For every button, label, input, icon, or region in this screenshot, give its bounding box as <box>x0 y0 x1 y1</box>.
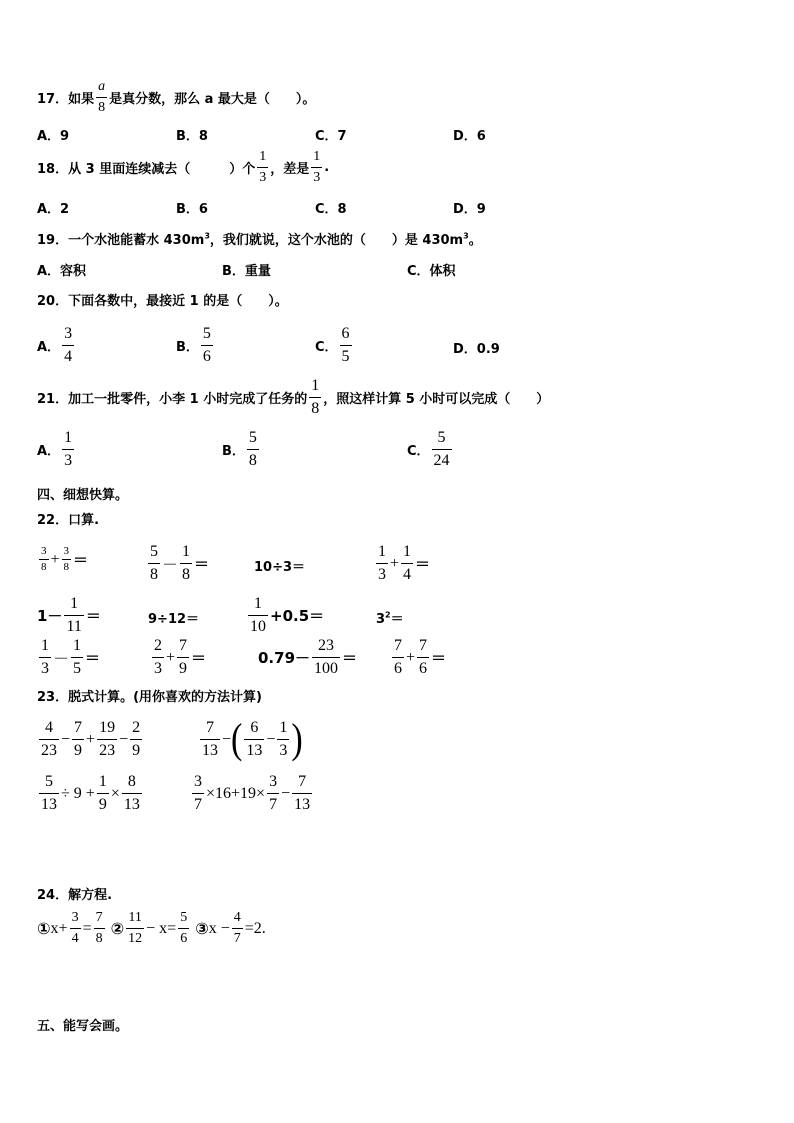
q21-num: 1 <box>311 377 320 394</box>
q22-r2a-pre: 1－ <box>37 607 63 625</box>
q19-sup-2: 3 <box>463 231 469 241</box>
q23-e4-frac3 <box>292 774 312 813</box>
q24-e1-lhs: x+ <box>50 919 68 937</box>
q20-option-b <box>176 326 215 365</box>
q22-r3c-eq: ＝ <box>342 649 358 667</box>
q23-e2-f2n: 6 <box>250 719 259 736</box>
q22-r1a-f2n: 3 <box>63 545 70 557</box>
question-23: 23．脱式计算。(用你喜欢的方法计算) <box>37 690 262 705</box>
q24-e2-frac1 <box>126 911 144 946</box>
q22-r3d-frac1 <box>392 638 404 677</box>
q20-b-den: 6 <box>202 348 211 365</box>
q23-expr-2 <box>198 715 303 762</box>
q20-c-letter: C． <box>315 340 338 355</box>
q23-e3-f1n: 5 <box>45 773 53 790</box>
q23-e2-left-paren: ( <box>231 715 243 762</box>
q23-e4-f3d: 13 <box>294 796 311 813</box>
q22-r3d-f1d: 6 <box>394 660 402 677</box>
q22-r3a-frac2 <box>71 638 83 677</box>
q24-e1-frac2 <box>94 911 105 946</box>
q17-option-a: A．9 <box>37 129 70 144</box>
q23-e3-f1d: 13 <box>41 796 57 813</box>
q20-c-fraction <box>340 326 352 365</box>
q22-r2-b: 9÷12＝ <box>148 612 200 627</box>
q21-a-fraction <box>62 430 74 469</box>
q24-e1-f1n: 3 <box>71 910 79 925</box>
q24-equations <box>37 911 266 946</box>
q22-r2c-num: 1 <box>254 595 262 612</box>
q19-option-c: C．体积 <box>407 264 456 279</box>
q21-a-letter: A． <box>37 444 61 459</box>
q23-e2-f3d: 3 <box>279 742 288 759</box>
q23-e1-f4d: 9 <box>132 742 141 759</box>
q21-text-b: ，照这样计算 5 小时可以完成（ ） <box>323 392 550 407</box>
q20-a-num: 3 <box>64 325 73 342</box>
q22-r3b-frac2 <box>177 638 189 677</box>
q22-r3d-frac2 <box>417 638 429 677</box>
q23-e1-f1n: 4 <box>45 719 53 736</box>
q22-r1d-eq: ＝ <box>415 555 431 573</box>
q23-expr-1 <box>37 720 144 759</box>
q24-e1-f2d: 8 <box>95 931 103 946</box>
q20-b-fraction <box>201 326 213 365</box>
section-4-heading: 四、细想快算。 <box>37 488 129 503</box>
q22-r3c-den: 100 <box>314 660 339 677</box>
q24-e2-f2n: 5 <box>180 910 188 925</box>
q24-circled-2: ② <box>110 919 125 938</box>
q21-fraction <box>309 378 321 417</box>
q22-r2a-num: 1 <box>70 595 79 612</box>
q22-r3a-f1d: 3 <box>41 660 49 677</box>
q23-e1-f3n: 19 <box>99 719 116 736</box>
question-20: 20．下面各数中，最接近 1 的是（ ）。 <box>37 294 288 309</box>
q22-r1-b <box>146 544 209 583</box>
q21-text-a: 21．加工一批零件，小李 1 小时完成了任务的 <box>37 392 308 407</box>
q22-r3d-f2d: 6 <box>419 660 428 677</box>
q24-e2-f1d: 12 <box>128 931 143 946</box>
q23-e1-op1: − <box>61 730 71 748</box>
q20-a-letter: A． <box>37 340 61 355</box>
q23-e2-f1d: 13 <box>202 742 218 759</box>
q23-e2-frac1 <box>200 720 220 759</box>
q22-r1a-op: + <box>50 550 60 568</box>
q21-b-den: 8 <box>248 452 257 469</box>
q22-r3b-op: + <box>166 648 176 666</box>
q22-r1b-eq: ＝ <box>194 555 210 573</box>
q22-r2a-frac <box>64 596 83 635</box>
q22-r3a-f2n: 1 <box>73 637 82 654</box>
q23-e1-frac1 <box>39 720 59 759</box>
q17-rest: 是真分数，那么 a 最大是（ ）。 <box>109 92 316 107</box>
q23-e3-frac2 <box>97 774 109 813</box>
q23-expr-4 <box>190 774 314 813</box>
q18-option-d: D．9 <box>453 202 486 217</box>
q22-r3b-f2d: 9 <box>179 660 188 677</box>
q20-a-fraction <box>62 326 74 365</box>
q19-text-b: ，我们就说，这个水池的（ ）是 430m <box>209 233 464 248</box>
q22-r3c-pre: 0.79－ <box>258 649 311 667</box>
q23-e3-f2d: 9 <box>98 796 107 813</box>
q22-r1d-frac1 <box>376 544 388 583</box>
q23-e3-f3n: 8 <box>127 773 136 790</box>
q22-r2-d <box>376 608 404 627</box>
q24-e3-frac <box>232 911 243 946</box>
q17-label: 17．如果 <box>37 92 95 107</box>
q21-option-a <box>37 430 76 469</box>
q24-e2-frac2 <box>178 911 189 946</box>
q23-e1-frac2 <box>72 720 84 759</box>
q21-option-b <box>222 430 261 469</box>
q19-text-c: 。 <box>468 233 482 248</box>
q22-r1b-f1d: 8 <box>150 566 158 583</box>
q22-r1d-f2n: 1 <box>403 543 412 560</box>
q19-option-a: A．容积 <box>37 264 87 279</box>
q23-e3-frac1 <box>39 774 59 813</box>
q18-f2-num: 1 <box>313 149 321 164</box>
q17-frac-num: a <box>98 79 106 94</box>
q21-b-fraction <box>247 430 259 469</box>
q17-option-b: B．8 <box>176 129 208 144</box>
q21-a-den: 3 <box>64 452 73 469</box>
q22-r3d-f2n: 7 <box>419 637 428 654</box>
q22-r2-a <box>37 596 101 635</box>
q24-circled-3: ③ <box>195 919 209 938</box>
q23-e2-f1n: 7 <box>206 719 214 736</box>
q23-e3-f2n: 1 <box>98 773 107 790</box>
q23-e4-op: − <box>281 784 291 802</box>
question-18 <box>37 150 329 185</box>
q22-r3a-f1n: 1 <box>41 637 49 654</box>
q22-r2-c <box>246 596 324 635</box>
q23-e2-op1: − <box>222 730 232 748</box>
q22-r1b-f1n: 5 <box>150 543 158 560</box>
q20-c-den: 5 <box>341 348 350 365</box>
q20-b-letter: B． <box>176 340 199 355</box>
q18-f2-den: 3 <box>313 170 321 185</box>
q21-c-fraction <box>432 430 452 469</box>
q19-sup-1: 3 <box>204 231 210 241</box>
q22-r3-a <box>37 638 100 677</box>
q22-r1b-f2d: 8 <box>182 566 191 583</box>
q24-circled-1: ① <box>37 919 51 938</box>
q22-r1a-frac1 <box>39 546 49 573</box>
q23-e1-f2n: 7 <box>74 719 83 736</box>
q22-r1d-f2d: 4 <box>403 566 412 583</box>
q23-e4-f3n: 7 <box>298 773 307 790</box>
q24-e1-eq: = <box>82 919 92 937</box>
q23-e4-f1d: 7 <box>194 796 202 813</box>
q22-r2c-post: +0.5＝ <box>270 607 325 625</box>
q23-e4-frac2 <box>267 774 279 813</box>
q22-r3a-frac1 <box>39 638 51 677</box>
q20-a-den: 4 <box>64 348 73 365</box>
q24-e3-lhs: x − <box>208 919 230 937</box>
q23-e2-f2d: 13 <box>246 742 263 759</box>
q20-c-num: 6 <box>341 325 350 342</box>
q24-e1-f2n: 7 <box>95 910 103 925</box>
q24-e1-f1d: 4 <box>71 931 79 946</box>
q23-e1-f4n: 2 <box>132 719 141 736</box>
q22-r3b-f1n: 2 <box>154 637 162 654</box>
q18-label: 18．从 3 里面连续减去（ ）个 <box>37 162 256 177</box>
question-21 <box>37 378 549 417</box>
q23-e4-f1n: 3 <box>194 773 202 790</box>
q22-r1b-f2n: 1 <box>182 543 191 560</box>
q22-r1-c: 10÷3＝ <box>254 560 306 575</box>
q24-e2-f1n: 11 <box>128 910 142 925</box>
q22-r3a-eq: ＝ <box>85 649 101 667</box>
q22-r1a-f1d: 8 <box>41 561 47 573</box>
q22-r3d-op: + <box>406 648 416 666</box>
q23-e2-op2: − <box>266 730 276 748</box>
q24-e2-f2d: 6 <box>180 931 188 946</box>
q23-e1-f2d: 9 <box>74 742 83 759</box>
q23-e1-f3d: 23 <box>99 742 116 759</box>
q22-r1d-f1n: 1 <box>378 543 386 560</box>
question-24: 24．解方程. <box>37 888 113 903</box>
q18-f1-den: 3 <box>259 170 267 185</box>
q23-e3-frac3 <box>122 774 142 813</box>
q18-option-a: A．2 <box>37 202 70 217</box>
q24-e3-fd: 7 <box>233 931 241 946</box>
q22-r2a-eq: ＝ <box>85 607 101 625</box>
q21-a-num: 1 <box>64 429 73 446</box>
q17-frac-den: 8 <box>98 100 106 115</box>
question-17 <box>37 80 315 115</box>
q22-r3-d <box>390 638 446 677</box>
q22-r1d-f1d: 3 <box>378 566 386 583</box>
q23-e1-f1d: 23 <box>41 742 57 759</box>
q24-e2-mid: − x= <box>146 919 177 937</box>
q22-r1-d <box>374 544 430 583</box>
q22-r1d-frac2 <box>401 544 413 583</box>
q24-e3-end: =2. <box>244 919 266 937</box>
q18-f1-num: 1 <box>259 149 267 164</box>
q23-e3-op1: ÷ 9 + <box>61 784 95 802</box>
q23-e2-frac2 <box>244 720 264 759</box>
q17-option-c: C．7 <box>315 129 347 144</box>
q17-fraction <box>96 80 107 115</box>
q20-option-c <box>315 326 354 365</box>
q21-c-den: 24 <box>433 452 450 469</box>
q23-e3-f3d: 13 <box>123 796 140 813</box>
q22-r2c-frac <box>248 596 268 635</box>
q22-r2d-eq: ＝ <box>390 612 404 627</box>
q23-e1-op2: + <box>86 730 96 748</box>
q18-fraction-1 <box>257 150 268 185</box>
q22-r1b-frac1 <box>148 544 160 583</box>
q20-option-a <box>37 326 76 365</box>
q22-r3d-eq: ＝ <box>431 649 447 667</box>
q22-r3b-f2n: 7 <box>179 637 188 654</box>
q17-option-d: D．6 <box>453 129 486 144</box>
q23-e1-frac4 <box>130 720 142 759</box>
q24-e3-fn: 4 <box>233 910 241 925</box>
q23-e4-f2d: 7 <box>269 796 278 813</box>
q22-r3b-f1d: 3 <box>154 660 162 677</box>
q22-r3c-num: 23 <box>318 637 335 654</box>
q21-option-c <box>407 430 454 469</box>
q21-b-num: 5 <box>248 429 257 446</box>
q22-r1b-op: － <box>162 557 179 574</box>
q20-option-d: D．0.9 <box>453 342 500 357</box>
q21-den: 8 <box>311 400 320 417</box>
q22-r2d-base: 3 <box>376 612 386 627</box>
q20-b-num: 5 <box>202 325 211 342</box>
section-5-heading: 五、能写会画。 <box>37 1019 129 1034</box>
q22-r2c-den: 10 <box>250 618 266 635</box>
q22-r1a-eq: ＝ <box>73 551 89 569</box>
q19-option-b: B．重量 <box>222 264 271 279</box>
q23-e2-frac3 <box>277 720 289 759</box>
q23-e1-frac3 <box>97 720 117 759</box>
question-22: 22．口算. <box>37 513 100 528</box>
q22-r3b-frac1 <box>152 638 164 677</box>
q22-r1-a <box>37 546 88 573</box>
q21-b-letter: B． <box>222 444 245 459</box>
q23-e1-op3: − <box>119 730 129 748</box>
q24-e1-frac1 <box>70 911 81 946</box>
q22-r1a-f1n: 3 <box>41 545 47 557</box>
q22-r3b-eq: ＝ <box>191 649 207 667</box>
question-19 <box>37 229 482 248</box>
q23-e2-right-paren: ) <box>291 715 303 762</box>
q22-r1d-op: + <box>390 554 400 572</box>
q22-r3-c <box>258 638 357 677</box>
q22-r1a-f2d: 8 <box>63 561 70 573</box>
q19-text-a: 19．一个水池能蓄水 430m <box>37 233 205 248</box>
q22-r3d-f1n: 7 <box>394 637 402 654</box>
q23-e3-op2: × <box>110 784 120 802</box>
q18-option-b: B．6 <box>176 202 208 217</box>
q18-option-c: C．8 <box>315 202 347 217</box>
q22-r3c-frac <box>312 638 340 677</box>
q23-e4-mid: ×16+19× <box>206 784 266 802</box>
q18-fraction-2 <box>311 150 322 185</box>
q22-r2d-sup: 2 <box>385 610 391 620</box>
q23-expr-3 <box>37 774 144 813</box>
q22-r1a-frac2 <box>62 546 72 573</box>
q23-e4-frac1 <box>192 774 204 813</box>
q22-r3-b <box>150 638 206 677</box>
q23-e2-f3n: 1 <box>279 719 288 736</box>
q18-end: . <box>324 160 330 175</box>
q22-r1b-frac2 <box>180 544 192 583</box>
q22-r3a-f2d: 5 <box>73 660 82 677</box>
q23-e4-f2n: 3 <box>269 773 278 790</box>
q21-c-letter: C． <box>407 444 430 459</box>
q18-mid: ，差是 <box>270 162 310 177</box>
q21-c-num: 5 <box>437 429 446 446</box>
q22-r2a-den: 11 <box>66 618 82 635</box>
q22-r3a-op: － <box>53 651 70 668</box>
